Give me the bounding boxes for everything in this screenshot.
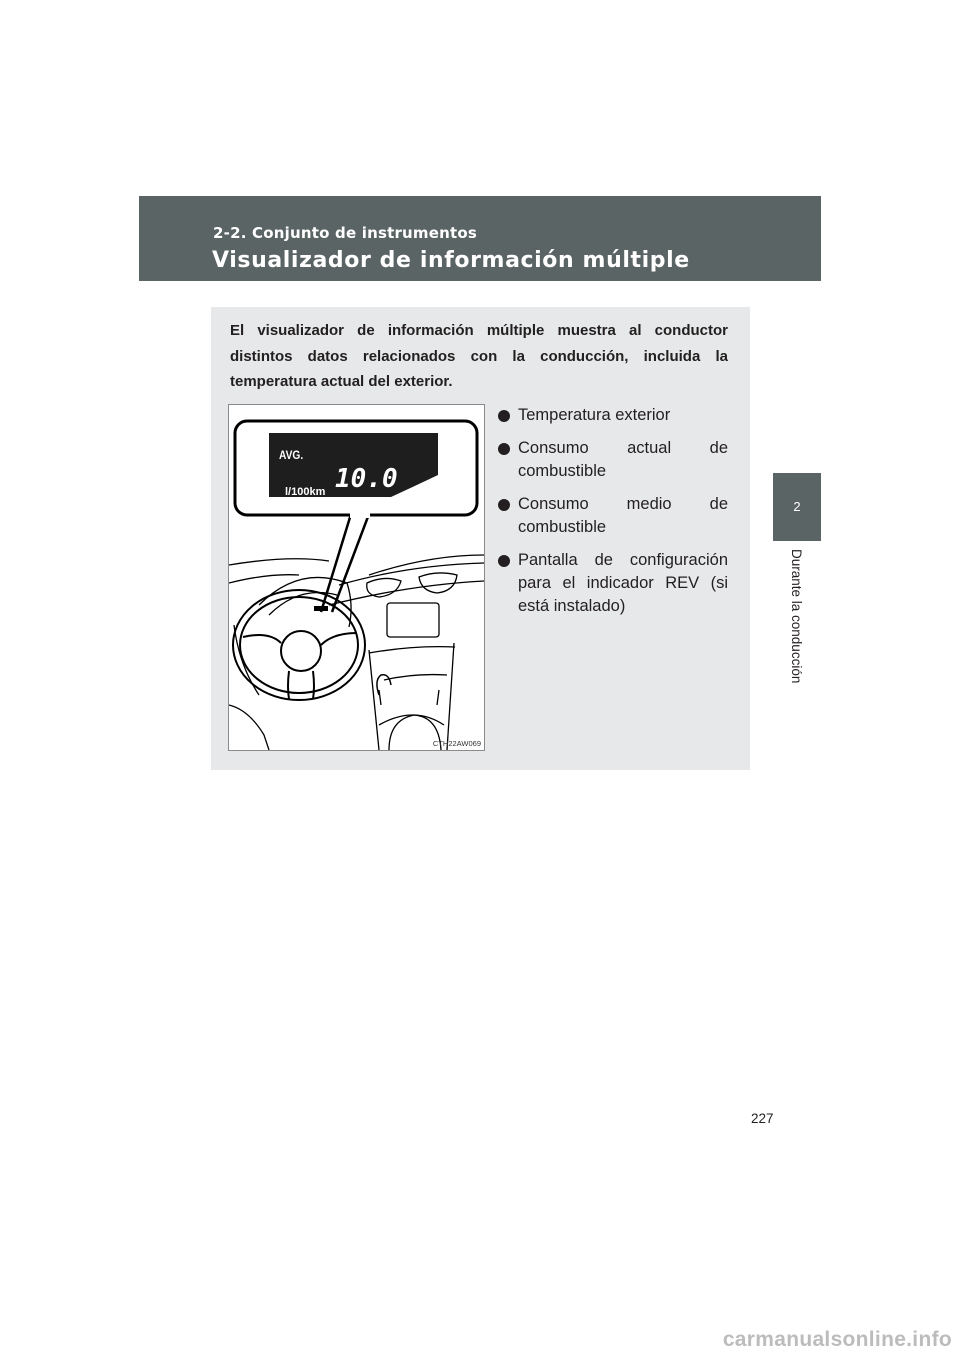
lcd-unit: l/100km [285, 486, 326, 498]
list-item [498, 493, 728, 539]
list-item-text: Consumo medio de combustible [518, 495, 728, 536]
feature-list [498, 404, 728, 628]
bullet-icon [498, 410, 510, 422]
chapter-number: 2 [793, 499, 801, 514]
list-item-text: Temperatura exterior [518, 406, 671, 424]
page-number: 227 [751, 1111, 774, 1126]
bullet-icon [498, 555, 510, 567]
content-panel [211, 307, 750, 770]
bullet-icon [498, 499, 510, 511]
list-item [498, 404, 728, 427]
list-item-text: Pantalla de configuración para el indicador REV (si está instalado) [518, 551, 728, 615]
page-title: Visualizador de información múltiple [212, 248, 690, 273]
dashboard-drawing [229, 405, 484, 750]
chapter-tab [773, 473, 821, 541]
lcd-value: 10.0 [335, 464, 398, 494]
intro-text: El visualizador de información múltiple muestra al conductor distintos datos relacionados con la conducción, incluida la temperatura actual del exterior. [230, 322, 728, 390]
list-item [498, 549, 728, 618]
section-label: 2-2. Conjunto de instrumentos [213, 224, 478, 242]
bullet-icon [498, 443, 510, 455]
display-indicator [314, 606, 328, 611]
list-item-text: Consumo actual de combustible [518, 439, 728, 480]
dashboard-illustration [228, 404, 485, 751]
steering-wheel [233, 590, 365, 700]
lcd-mode: AVG. [279, 449, 304, 463]
list-item [498, 437, 728, 483]
chapter-title: Durante la conducción [789, 549, 804, 684]
section-header [139, 196, 821, 281]
figure-code: CTH22AW069 [432, 739, 481, 748]
watermark: carmanualsonline.info [722, 1328, 952, 1351]
